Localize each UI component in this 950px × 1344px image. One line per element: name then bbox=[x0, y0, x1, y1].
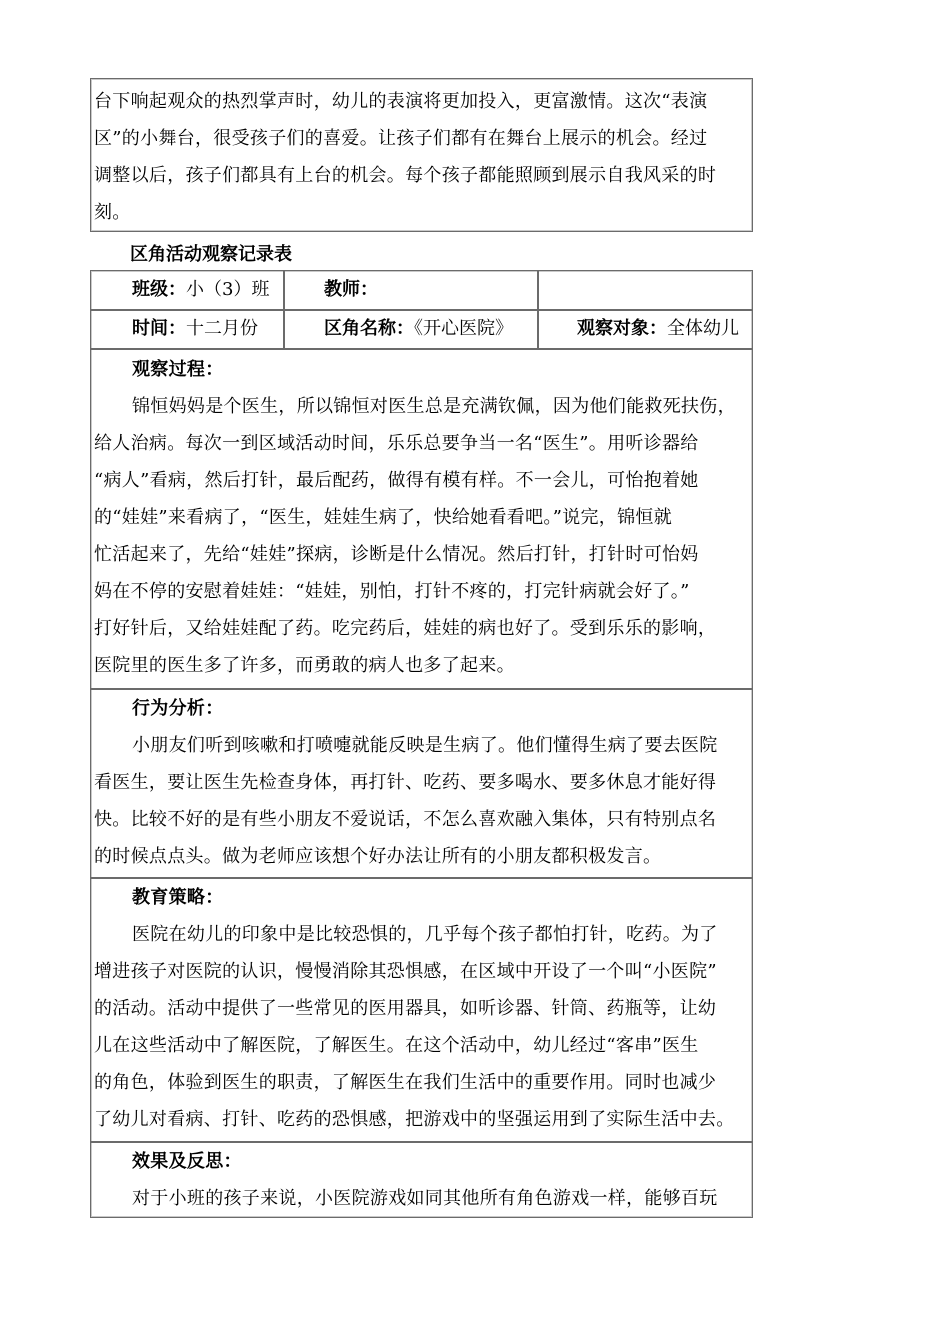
class-cell bbox=[132, 271, 269, 309]
col-divider bbox=[283, 271, 285, 348]
area-value: 《开心医院》 bbox=[414, 318, 513, 339]
top-paragraph: 台下响起观众的热烈掌声时，幼儿的表演将更加投入，更富激情。这次“表演 区”的小舞台，很受孩子们的喜爱。让孩子们都有在舞台上展示的机会。经过 调整以后，孩子们都具有上台的机会。每个孩子都能照顾到展示自我风采的时 刻。 bbox=[94, 91, 717, 223]
row-divider bbox=[91, 348, 752, 350]
target-label: 观察对象： bbox=[577, 318, 667, 339]
analysis-heading: 行为分析： bbox=[132, 698, 224, 719]
time-label: 时间： bbox=[132, 318, 186, 339]
strategy-section: 教育策略： 医院在幼儿的印象中是比较恐惧的，几乎每个孩子都怕打针，吃药。为了 增进孩子对医院的认识，慢慢消除其恐惧感，在区域中开设了一个叫“小医院” 的活动。活动中提供了一些常见的医用器具，如听诊器、针筒、药瓶等，让幼 儿在这些活动中了解医院，了解医生。在这个活动中，幼儿经过“客串”医生 的角色，体验到医生的职责，了解医生在我们生活中的重要作用。同时也减少 了幼儿对看病、打针、吃药的恐惧感，把游戏中的坚强运用到了实际生活中去。 bbox=[94, 879, 735, 1138]
reflection-heading: 效果及反思： bbox=[132, 1151, 242, 1172]
class-label: 班级： bbox=[132, 279, 186, 300]
teacher-label: 教师： bbox=[324, 279, 378, 300]
observation-heading: 观察过程： bbox=[132, 359, 224, 380]
target-value: 全体幼儿 bbox=[667, 318, 739, 339]
teacher-cell bbox=[324, 271, 378, 309]
reflection-section: 效果及反思： 对于小班的孩子来说，小医院游戏如同其他所有角色游戏一样，能够百玩 bbox=[94, 1143, 718, 1217]
time-cell bbox=[132, 310, 258, 348]
area-label: 区角名称： bbox=[324, 318, 414, 339]
table-title: 区角活动观察记录表 bbox=[130, 244, 292, 265]
class-value: 小（3）班 bbox=[186, 279, 270, 300]
target-cell bbox=[577, 310, 739, 348]
col-divider bbox=[537, 271, 539, 348]
area-cell bbox=[324, 310, 513, 348]
analysis-section: 行为分析： 小朋友们听到咳嗽和打喷嚏就能反映是生病了。他们懂得生病了要去医院 看医生，要让医生先检查身体，再打针、吃药、要多喝水、要多休息才能好得 快。比较不好的是有些小朋友不爱说话，不怎么喜欢融入集体，只有特别点名 的时候点点头。做为老师应该想个好办法让所有的小朋友都积极发言。 bbox=[94, 690, 718, 875]
observation-section: 观察过程： 锦恒妈妈是个医生，所以锦恒对医生总是充满钦佩，因为他们能救死扶伤， 给人治病。每次一到区域活动时间，乐乐总要争当一名“医生”。用听诊器给 “病人”看病，然后打针，最后配药，做得有模有样。不一会儿，可怡抱着她 的“娃娃”来看病了，“医生，娃娃生病了，快给她看看吧。”说完，锦恒就 忙活起来了，先给“娃娃”探病，诊断是什么情况。然后打针，打针时可怡妈 妈在不停的安慰着娃娃：“娃娃，别怕，打针不疼的，打完针病就会好了。” 打好针后，又给娃娃配了药。吃完药后，娃娃的病也好了。受到乐乐的影响， 医院里的医生多了许多，而勇敢的病人也多了起来。 bbox=[94, 351, 736, 684]
strategy-heading: 教育策略： bbox=[132, 887, 224, 908]
time-value: 十二月份 bbox=[186, 318, 258, 339]
